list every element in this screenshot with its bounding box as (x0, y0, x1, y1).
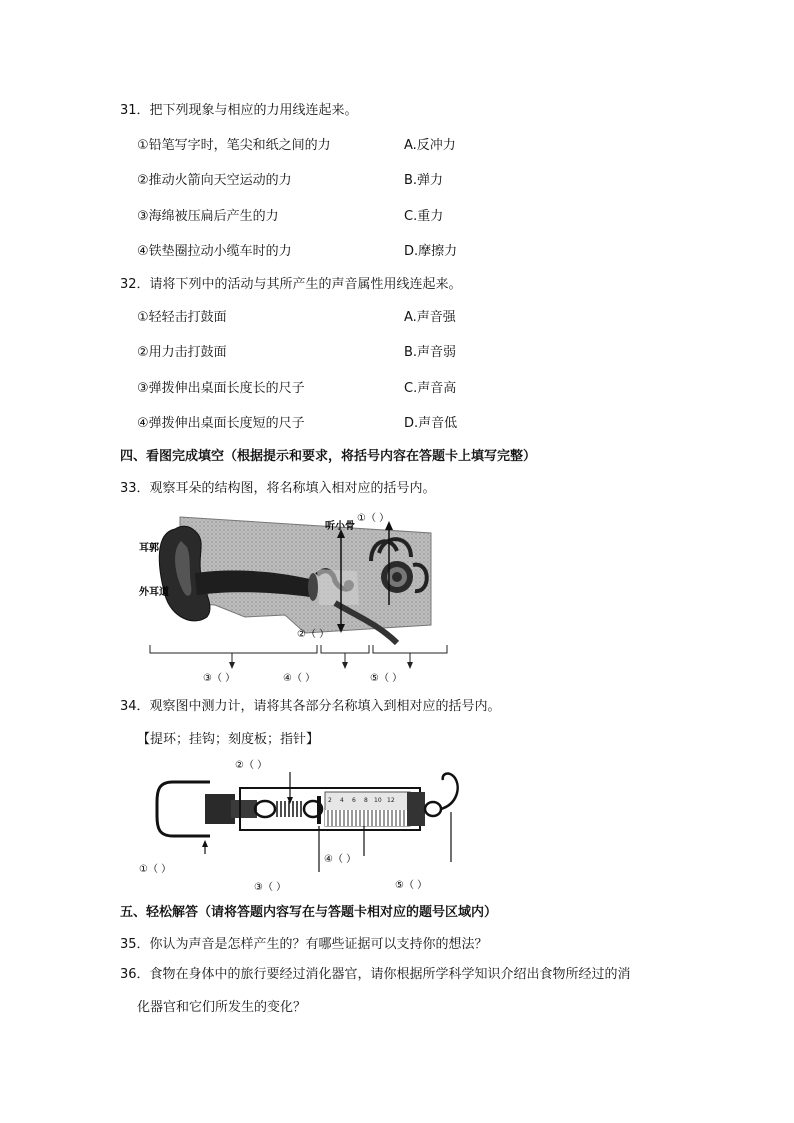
svg-text:8: 8 (364, 797, 368, 804)
q32-item-3: ③弹拨伸出桌面长度长的尺子 (137, 381, 305, 396)
q32-option-c: C.声音高 (404, 381, 457, 396)
q34-title: 34．观察图中测力计，请将其各部分名称填入到相对应的括号内。 (120, 699, 501, 714)
q31-option-b: B.弹力 (404, 173, 444, 188)
scale-blank-1: ①（ ） (139, 864, 172, 875)
label-waierdao: 外耳道 (139, 587, 169, 598)
q36-line-2: 化器官和它们所发生的变化？ (137, 1000, 307, 1015)
label-tingxiaogu: 听小骨 (325, 521, 355, 532)
q31-option-c: C.重力 (404, 209, 444, 224)
section-5-heading: 五、轻松解答（请将答题内容写在与答题卡相对应的题号区域内） (120, 905, 498, 920)
svg-text:2: 2 (328, 797, 332, 804)
q31-item-1: ①铅笔写字时，笔尖和纸之间的力 (137, 138, 331, 153)
q36-line-1: 36．食物在身体中的旅行要经过消化器官，请你根据所学科学知识介绍出食物所经过的消 (120, 967, 631, 982)
q32-option-a: A.声音强 (404, 310, 456, 325)
scale-blank-5: ⑤（ ） (395, 880, 428, 891)
q31-title: 31．把下列现象与相应的力用线连起来。 (120, 103, 358, 118)
q31-option-a: A.反冲力 (404, 138, 456, 153)
section-4-heading: 四、看图完成填空（根据提示和要求，将括号内容在答题卡上填写完整） (120, 449, 537, 464)
svg-text:10: 10 (374, 797, 382, 804)
q31-item-2: ②推动火箭向天空运动的力 (137, 173, 292, 188)
q32-item-4: ④弹拨伸出桌面长度短的尺子 (137, 416, 305, 431)
ear-blank-3: ③（ ） (203, 673, 236, 684)
ear-blank-1: ①（ ） (357, 513, 390, 524)
q32-option-d: D.声音低 (404, 416, 458, 431)
q32-item-2: ②用力击打鼓面 (137, 345, 227, 360)
q34-hint: 【提环；挂钩；刻度板；指针】 (137, 732, 320, 747)
ear-blank-2: ②（ ） (297, 629, 330, 640)
label-erkuo: 耳郭 (139, 543, 159, 554)
q31-item-3: ③海绵被压扁后产生的力 (137, 209, 279, 224)
spring-scale-diagram (135, 752, 485, 897)
svg-text:6: 6 (352, 797, 356, 804)
q31-option-d: D.摩擦力 (404, 244, 458, 259)
ear-structure-diagram (135, 505, 455, 690)
svg-text:12: 12 (387, 797, 395, 804)
scale-blank-3: ③（ ） (254, 882, 287, 893)
svg-text:4: 4 (340, 797, 344, 804)
scale-blank-4: ④（ ） (324, 854, 357, 865)
q32-title: 32．请将下列中的活动与其所产生的声音属性用线连起来。 (120, 277, 462, 292)
ear-blank-4: ④（ ） (283, 673, 316, 684)
q31-item-4: ④铁垫圈拉动小缆车时的力 (137, 244, 292, 259)
ear-blank-5: ⑤（ ） (370, 673, 403, 684)
q35-title: 35．你认为声音是怎样产生的？有哪些证据可以支持你的想法？ (120, 937, 488, 952)
q33-title: 33．观察耳朵的结构图，将名称填入相对应的括号内。 (120, 481, 436, 496)
q32-item-1: ①轻轻击打鼓面 (137, 310, 227, 325)
scale-blank-2: ②（ ） (235, 760, 268, 771)
q32-option-b: B.声音弱 (404, 345, 457, 360)
